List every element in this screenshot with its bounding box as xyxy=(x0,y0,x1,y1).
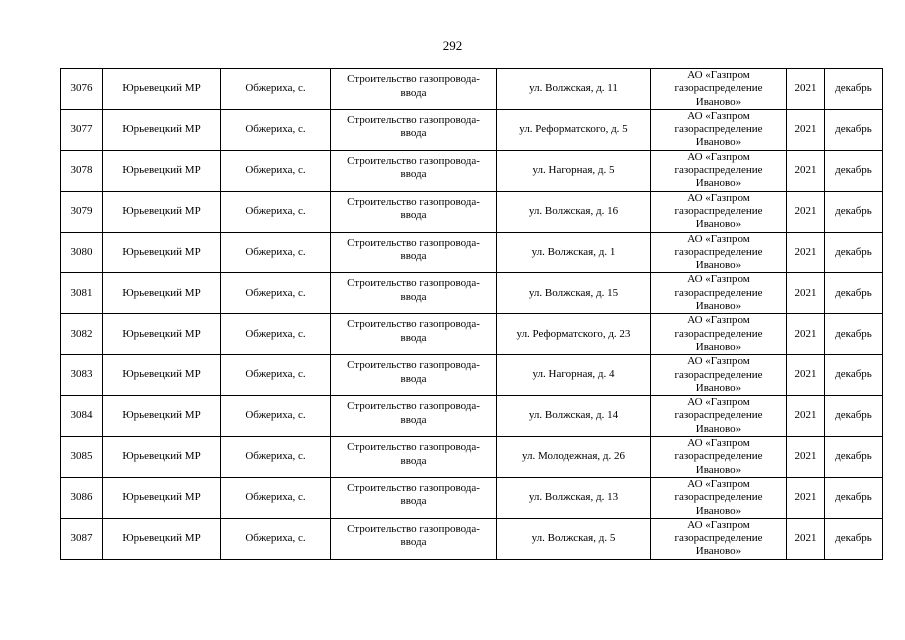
row-id: 3085 xyxy=(70,450,93,463)
settlement-name: Обжериха, с. xyxy=(245,163,306,176)
row-id: 3087 xyxy=(70,531,93,544)
row-id: 3082 xyxy=(70,327,93,340)
cell-month xyxy=(825,232,883,273)
cell-month xyxy=(825,437,883,478)
cell-work xyxy=(331,69,497,110)
work-line: ввода xyxy=(400,495,427,508)
cell-work xyxy=(331,150,497,191)
work-line: Строительство газопровода- xyxy=(347,113,480,126)
table-row xyxy=(61,396,883,437)
operator-line: АО «Газпром xyxy=(687,518,750,531)
cell-settlement xyxy=(221,355,331,396)
year: 2021 xyxy=(794,82,817,95)
operator-line: АО «Газпром xyxy=(687,314,750,327)
settlement-name: Обжериха, с. xyxy=(245,491,306,504)
cell-district xyxy=(103,150,221,191)
cell-district xyxy=(103,69,221,110)
cell-id xyxy=(61,109,103,150)
cell-month xyxy=(825,477,883,518)
operator-line: газораспределение xyxy=(674,491,763,504)
settlement-name: Обжериха, с. xyxy=(245,327,306,340)
cell-year xyxy=(787,109,825,150)
address: ул. Волжская, д. 15 xyxy=(528,286,619,299)
year: 2021 xyxy=(794,450,817,463)
work-line: ввода xyxy=(400,331,427,344)
cell-operator xyxy=(651,396,787,437)
cell-year xyxy=(787,150,825,191)
cell-district xyxy=(103,396,221,437)
row-id: 3078 xyxy=(70,163,93,176)
operator-line: газораспределение xyxy=(674,450,763,463)
settlement-name: Обжериха, с. xyxy=(245,368,306,381)
month: декабрь xyxy=(835,450,872,463)
settlement-name: Обжериха, с. xyxy=(245,450,306,463)
cell-id xyxy=(61,477,103,518)
cell-operator xyxy=(651,355,787,396)
cell-settlement xyxy=(221,69,331,110)
address: ул. Волжская, д. 14 xyxy=(528,409,619,422)
cell-address xyxy=(497,396,651,437)
operator-line: Иваново» xyxy=(695,177,742,190)
cell-year xyxy=(787,355,825,396)
cell-settlement xyxy=(221,232,331,273)
cell-district xyxy=(103,314,221,355)
cell-month xyxy=(825,109,883,150)
cell-month xyxy=(825,273,883,314)
cell-id xyxy=(61,355,103,396)
table-row xyxy=(61,273,883,314)
work-line: ввода xyxy=(400,413,427,426)
cell-month xyxy=(825,518,883,559)
cell-district xyxy=(103,477,221,518)
table-row xyxy=(61,355,883,396)
address: ул. Волжская, д. 16 xyxy=(528,204,619,217)
cell-operator xyxy=(651,232,787,273)
cell-id xyxy=(61,232,103,273)
work-line: ввода xyxy=(400,168,427,181)
cell-settlement xyxy=(221,396,331,437)
cell-work xyxy=(331,191,497,232)
work-line: ввода xyxy=(400,127,427,140)
cell-district xyxy=(103,437,221,478)
address: ул. Реформатского, д. 23 xyxy=(516,327,631,340)
operator-line: Иваново» xyxy=(695,300,742,313)
cell-operator xyxy=(651,437,787,478)
cell-address xyxy=(497,191,651,232)
cell-address xyxy=(497,314,651,355)
operator-line: газораспределение xyxy=(674,368,763,381)
cell-district xyxy=(103,518,221,559)
district-name: Юрьевецкий МР xyxy=(122,327,201,340)
month: декабрь xyxy=(835,82,872,95)
operator-line: АО «Газпром xyxy=(687,150,750,163)
cell-operator xyxy=(651,314,787,355)
operator-line: газораспределение xyxy=(674,123,763,136)
cell-year xyxy=(787,69,825,110)
year: 2021 xyxy=(794,204,817,217)
cell-year xyxy=(787,232,825,273)
cell-address xyxy=(497,477,651,518)
work-line: Строительство газопровода- xyxy=(347,277,480,290)
operator-line: АО «Газпром xyxy=(687,232,750,245)
row-id: 3076 xyxy=(70,82,93,95)
cell-work xyxy=(331,518,497,559)
operator-line: АО «Газпром xyxy=(687,396,750,409)
operator-line: Иваново» xyxy=(695,259,742,272)
work-line: ввода xyxy=(400,372,427,385)
month: декабрь xyxy=(835,491,872,504)
address: ул. Реформатского, д. 5 xyxy=(519,123,628,136)
row-id: 3081 xyxy=(70,286,93,299)
cell-year xyxy=(787,477,825,518)
cell-year xyxy=(787,396,825,437)
cell-settlement xyxy=(221,477,331,518)
work-line: ввода xyxy=(400,209,427,222)
row-id: 3084 xyxy=(70,409,93,422)
year: 2021 xyxy=(794,327,817,340)
cell-month xyxy=(825,396,883,437)
cell-id xyxy=(61,273,103,314)
year: 2021 xyxy=(794,286,817,299)
table-body xyxy=(61,69,883,560)
work-line: Строительство газопровода- xyxy=(347,195,480,208)
work-line: ввода xyxy=(400,86,427,99)
cell-settlement xyxy=(221,109,331,150)
row-id: 3079 xyxy=(70,204,93,217)
cell-operator xyxy=(651,191,787,232)
month: декабрь xyxy=(835,163,872,176)
address: ул. Волжская, д. 5 xyxy=(531,531,616,544)
operator-line: газораспределение xyxy=(674,164,763,177)
month: декабрь xyxy=(835,409,872,422)
district-name: Юрьевецкий МР xyxy=(122,245,201,258)
work-line: Строительство газопровода- xyxy=(347,400,480,413)
work-line: Строительство газопровода- xyxy=(347,318,480,331)
operator-line: Иваново» xyxy=(695,136,742,149)
operator-line: газораспределение xyxy=(674,82,763,95)
cell-month xyxy=(825,150,883,191)
operator-line: Иваново» xyxy=(695,340,742,353)
work-line: Строительство газопровода- xyxy=(347,359,480,372)
cell-settlement xyxy=(221,518,331,559)
gasification-table xyxy=(60,68,883,560)
address: ул. Молодежная, д. 26 xyxy=(521,450,626,463)
year: 2021 xyxy=(794,245,817,258)
district-name: Юрьевецкий МР xyxy=(122,531,201,544)
row-id: 3083 xyxy=(70,368,93,381)
settlement-name: Обжериха, с. xyxy=(245,123,306,136)
month: декабрь xyxy=(835,368,872,381)
cell-work xyxy=(331,273,497,314)
operator-line: АО «Газпром xyxy=(687,477,750,490)
page-number: 292 xyxy=(442,38,463,53)
cell-work xyxy=(331,396,497,437)
operator-line: газораспределение xyxy=(674,532,763,545)
address: ул. Волжская, д. 1 xyxy=(531,245,616,258)
cell-settlement xyxy=(221,273,331,314)
row-id: 3086 xyxy=(70,491,93,504)
work-line: Строительство газопровода- xyxy=(347,441,480,454)
cell-district xyxy=(103,355,221,396)
cell-operator xyxy=(651,109,787,150)
settlement-name: Обжериха, с. xyxy=(245,409,306,422)
operator-line: газораспределение xyxy=(674,327,763,340)
cell-year xyxy=(787,191,825,232)
operator-line: АО «Газпром xyxy=(687,355,750,368)
table-row xyxy=(61,150,883,191)
settlement-name: Обжериха, с. xyxy=(245,204,306,217)
district-name: Юрьевецкий МР xyxy=(122,123,201,136)
cell-work xyxy=(331,355,497,396)
cell-settlement xyxy=(221,314,331,355)
month: декабрь xyxy=(835,245,872,258)
cell-district xyxy=(103,109,221,150)
district-name: Юрьевецкий МР xyxy=(122,286,201,299)
cell-work xyxy=(331,232,497,273)
month: декабрь xyxy=(835,123,872,136)
district-name: Юрьевецкий МР xyxy=(122,409,201,422)
work-line: ввода xyxy=(400,290,427,303)
table-row xyxy=(61,191,883,232)
district-name: Юрьевецкий МР xyxy=(122,163,201,176)
table-row xyxy=(61,437,883,478)
operator-line: газораспределение xyxy=(674,245,763,258)
cell-operator xyxy=(651,477,787,518)
cell-year xyxy=(787,518,825,559)
cell-month xyxy=(825,191,883,232)
cell-address xyxy=(497,518,651,559)
work-line: ввода xyxy=(400,454,427,467)
operator-line: Иваново» xyxy=(695,545,742,558)
year: 2021 xyxy=(794,368,817,381)
settlement-name: Обжериха, с. xyxy=(245,245,306,258)
cell-month xyxy=(825,69,883,110)
district-name: Юрьевецкий МР xyxy=(122,82,201,95)
cell-month xyxy=(825,355,883,396)
cell-id xyxy=(61,396,103,437)
operator-line: газораспределение xyxy=(674,286,763,299)
operator-line: Иваново» xyxy=(695,504,742,517)
operator-line: АО «Газпром xyxy=(687,437,750,450)
table-row xyxy=(61,232,883,273)
operator-line: АО «Газпром xyxy=(687,273,750,286)
cell-work xyxy=(331,314,497,355)
month: декабрь xyxy=(835,286,872,299)
work-line: ввода xyxy=(400,536,427,549)
row-id: 3077 xyxy=(70,123,93,136)
cell-operator xyxy=(651,518,787,559)
row-id: 3080 xyxy=(70,245,93,258)
year: 2021 xyxy=(794,531,817,544)
work-line: Строительство газопровода- xyxy=(347,236,480,249)
settlement-name: Обжериха, с. xyxy=(245,286,306,299)
district-name: Юрьевецкий МР xyxy=(122,368,201,381)
work-line: ввода xyxy=(400,250,427,263)
operator-line: АО «Газпром xyxy=(687,69,750,81)
cell-address xyxy=(497,109,651,150)
operator-line: Иваново» xyxy=(695,218,742,231)
cell-operator xyxy=(651,150,787,191)
cell-address xyxy=(497,150,651,191)
cell-district xyxy=(103,191,221,232)
cell-address xyxy=(497,437,651,478)
cell-month xyxy=(825,314,883,355)
cell-district xyxy=(103,232,221,273)
cell-address xyxy=(497,69,651,110)
cell-id xyxy=(61,518,103,559)
cell-address xyxy=(497,273,651,314)
year: 2021 xyxy=(794,409,817,422)
work-line: Строительство газопровода- xyxy=(347,154,480,167)
cell-work xyxy=(331,109,497,150)
operator-line: АО «Газпром xyxy=(687,109,750,122)
address: ул. Нагорная, д. 5 xyxy=(532,163,615,176)
table-row xyxy=(61,518,883,559)
cell-address xyxy=(497,355,651,396)
year: 2021 xyxy=(794,491,817,504)
cell-year xyxy=(787,273,825,314)
table-row xyxy=(61,109,883,150)
month: декабрь xyxy=(835,531,872,544)
address: ул. Волжская, д. 13 xyxy=(528,491,619,504)
operator-line: Иваново» xyxy=(695,381,742,394)
district-name: Юрьевецкий МР xyxy=(122,450,201,463)
table-row xyxy=(61,69,883,110)
cell-work xyxy=(331,477,497,518)
cell-address xyxy=(497,232,651,273)
cell-settlement xyxy=(221,437,331,478)
operator-line: Иваново» xyxy=(695,422,742,435)
operator-line: Иваново» xyxy=(695,95,742,108)
cell-settlement xyxy=(221,191,331,232)
month: декабрь xyxy=(835,327,872,340)
year: 2021 xyxy=(794,123,817,136)
cell-id xyxy=(61,437,103,478)
work-line: Строительство газопровода- xyxy=(347,481,480,494)
settlement-name: Обжериха, с. xyxy=(245,531,306,544)
district-name: Юрьевецкий МР xyxy=(122,204,201,217)
operator-line: Иваново» xyxy=(695,463,742,476)
cell-work xyxy=(331,437,497,478)
settlement-name: Обжериха, с. xyxy=(245,82,306,95)
cell-year xyxy=(787,314,825,355)
table-row xyxy=(61,477,883,518)
table-row xyxy=(61,314,883,355)
operator-line: газораспределение xyxy=(674,409,763,422)
work-line: Строительство газопровода- xyxy=(347,522,480,535)
cell-settlement xyxy=(221,150,331,191)
cell-id xyxy=(61,69,103,110)
cell-operator xyxy=(651,273,787,314)
district-name: Юрьевецкий МР xyxy=(122,491,201,504)
month: декабрь xyxy=(835,204,872,217)
cell-id xyxy=(61,314,103,355)
address: ул. Нагорная, д. 4 xyxy=(532,368,615,381)
year: 2021 xyxy=(794,163,817,176)
work-line: Строительство газопровода- xyxy=(347,73,480,85)
cell-year xyxy=(787,437,825,478)
cell-id xyxy=(61,191,103,232)
operator-line: АО «Газпром xyxy=(687,191,750,204)
operator-line: газораспределение xyxy=(674,204,763,217)
cell-district xyxy=(103,273,221,314)
cell-id xyxy=(61,150,103,191)
address: ул. Волжская, д. 11 xyxy=(529,82,618,95)
cell-operator xyxy=(651,69,787,110)
